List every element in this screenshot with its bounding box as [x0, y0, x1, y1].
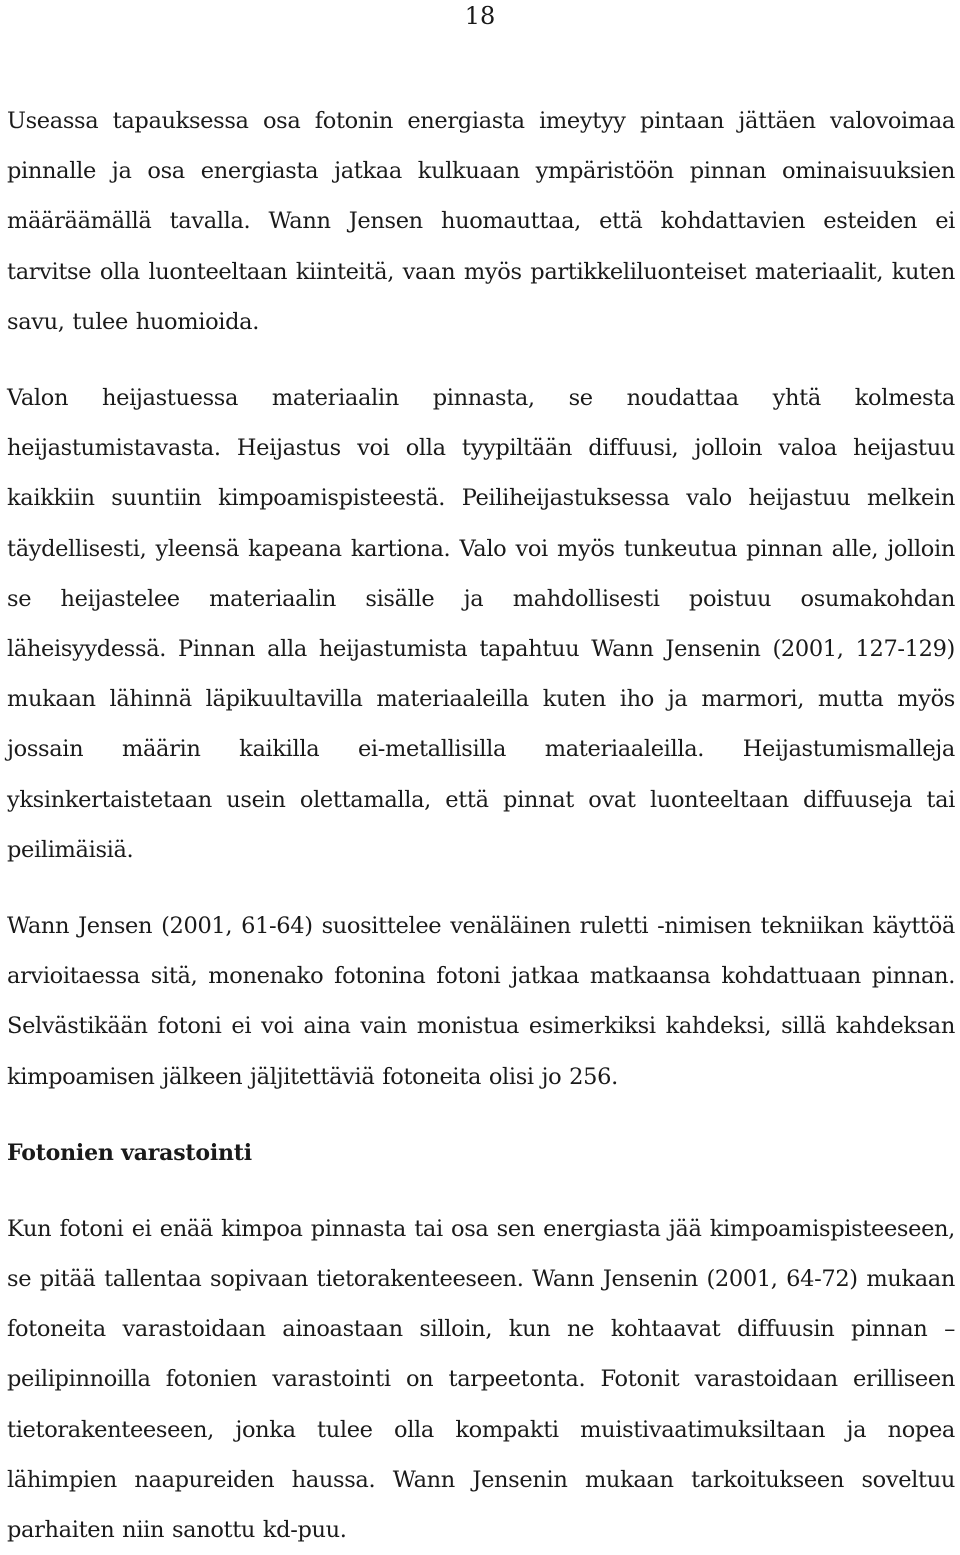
paragraph-photon-absorption: Useassa tapauksessa osa fotonin energiasta imeytyy pintaan jättäen valovoimaa pinnalle ja osa energiasta jatkaa kulkuaan ympäristöön pinnan ominaisuuksien määräämällä tavalla. Wann Jensen huomauttaa, että kohdattavien esteiden ei tarvitse olla luonteeltaan kiinteitä, vaan myös partikkeliluonteiset materiaalit, kuten savu, tulee huomioida. [7, 108, 955, 335]
page-number: 18 [464, 2, 496, 30]
section-heading: Fotonien varastointi [7, 1139, 252, 1166]
paragraph-russian-roulette: Wann Jensen (2001, 61-64) suosittelee venäläinen ruletti -nimisen tekniikan käyttöä arvioitaessa sitä, monenako fotonina fotoni jatkaa matkaansa kohdattuaan pinnan. Selvästikään fotoni ei voi aina vain monistua esimerkiksi kahdeksi, sillä kahdeksan kimpoamisen jälkeen jäljitettäviä fotoneita olisi jo 256. [7, 913, 955, 1090]
document-body [7, 96, 955, 1555]
paragraph-photon-storage: Kun fotoni ei enää kimpoa pinnasta tai osa sen energiasta jää kimpoamispisteeseen, se pitää tallentaa sopivaan tietorakenteeseen. Wann Jensenin (2001, 64-72) mukaan fotoneita varastoidaan ainoastaan silloin, kun ne kohtaavat diffuusin pinnan – peilipinnoilla fotonien varastointi on tarpeetonta. Fotonit varastoidaan erilliseen tietorakenteeseen, jonka tulee olla kompakti muistivaatimuksiltaan ja nopea lähimpien naapureiden haussa. Wann Jensenin mukaan tarkoitukseen soveltuu parhaiten niin sanottu kd-puu. [7, 1215, 955, 1544]
paragraph-reflection-types: Valon heijastuessa materiaalin pinnasta, se noudattaa yhtä kolmesta heijastumistavasta. Heijastus voi olla tyypiltään diffuusi, jolloin valoa heijastuu kaikkiin suuntiin kimpoamispisteestä. Peiliheijastuksessa valo heijastuu melkein täydellisesti, yleensä kapeana kartiona. Valo voi myös tunkeutua pinnan alle, jolloin se heijastelee materiaalin sisälle ja mahdollisesti poistuu osumakohdan läheisyydessä. Pinnan alla heijastumista tapahtuu Wann Jensenin (2001, 127-129) mukaan lähinnä läpikuultavilla materiaaleilla kuten iho ja marmori, mutta myös jossain määrin kaikilla ei-metallisilla materiaaleilla. Heijastumismalleja yksinkertaistetaan usein olettamalla, että pinnat ovat luonteeltaan diffuuseja tai peilimäisiä. [7, 385, 955, 863]
